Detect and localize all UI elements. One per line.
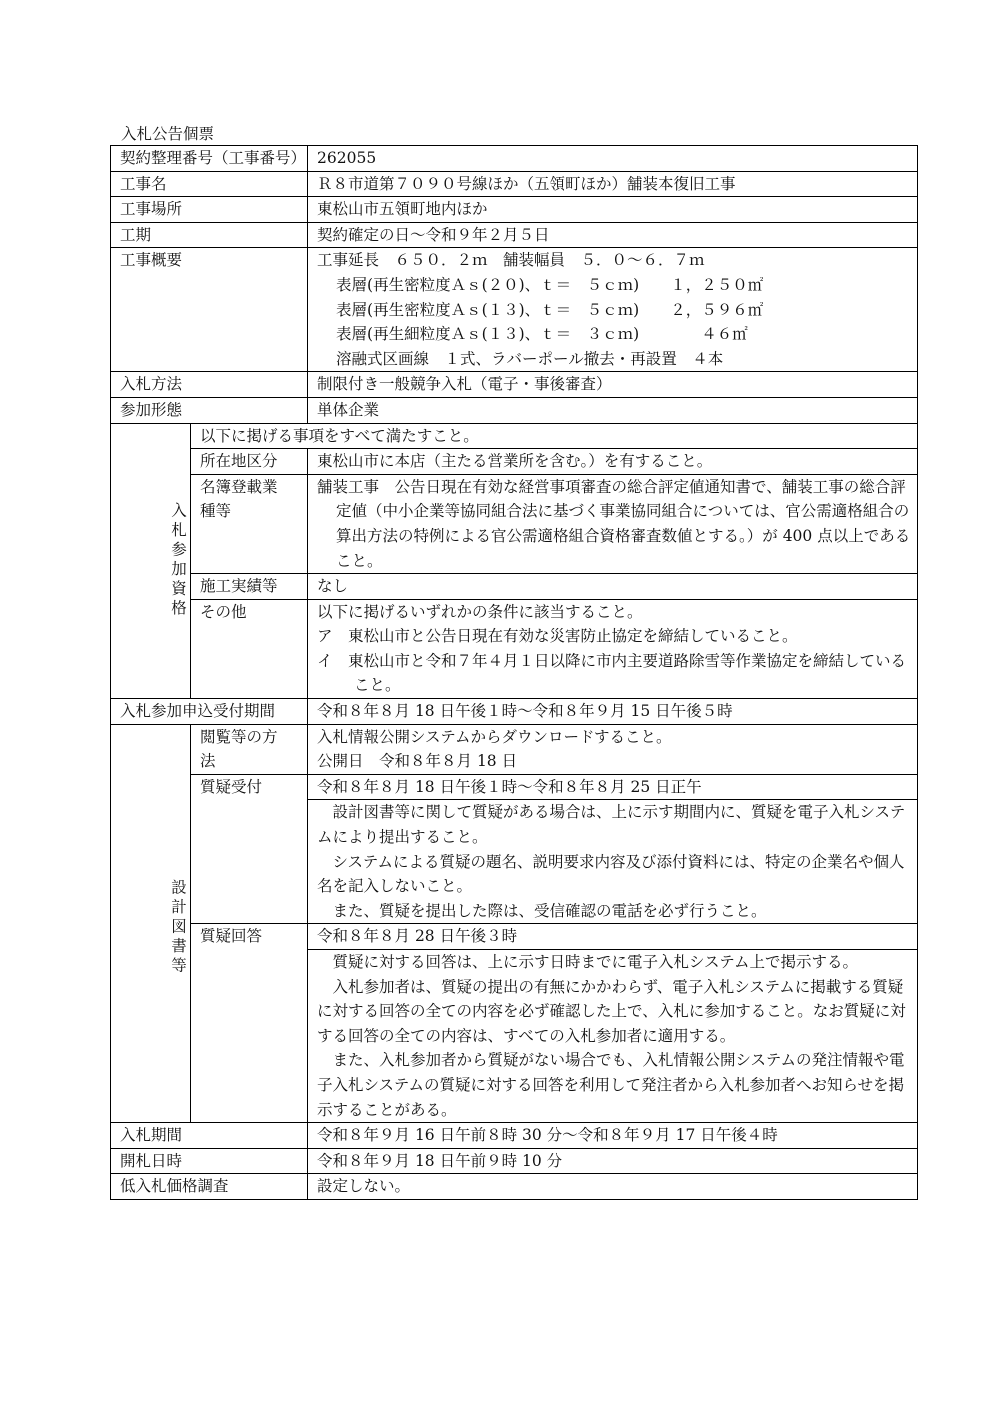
question-paragraph: 設計図書等に関して質疑がある場合は、上に示す期間内に、質疑を電子入札システムにより提出すること。 [317,803,906,847]
overview-line: 表層(再生密粒度Ａｓ(２０)、ｔ＝ ５ｃｍ) １，２５０㎡ [336,275,764,294]
other-item-i: イ 東松山市と令和７年４月１日以降に市内主要道路除雪等作業協定を締結していること。 [317,651,907,695]
other-label: その他 [191,599,308,698]
answer-label: 質疑回答 [191,924,308,1123]
overview-line: 溶融式区画線 １式、ラバーポール撤去・再設置 ４本 [336,349,724,368]
question-label: 質疑受付 [191,774,308,924]
row-other [111,599,918,698]
other-item-a: ア 東松山市と公告日現在有効な災害防止協定を締結していること。 [317,627,798,646]
bid-method-label: 入札方法 [111,372,308,398]
question-value: 令和８年８月 18 日午後１時～令和８年８月 25 日正午 [308,774,918,800]
row-participation-form [111,397,918,423]
viewing-label-line: 閲覧等の方 [200,727,278,746]
row-qualification-intro [111,423,918,449]
application-period-label: 入札参加申込受付期間 [111,699,308,725]
document-title: 入札公告個票 [121,125,215,143]
row-overview [111,248,918,372]
registry-label-line: 種等 [200,502,232,521]
overview-line: 工事延長 ６５０．２ｍ 舗装幅員 ５．０～６．７ｍ [317,251,705,270]
work-place-label: 工事場所 [111,197,308,223]
work-name-label: 工事名 [111,171,308,197]
registry-label-line: 名簿登載業 [200,477,278,496]
row-bid-method [111,372,918,398]
bid-period-value: 令和８年９月 16 日午前８時 30 分～令和８年９月 17 日午後４時 [308,1123,918,1149]
row-location [111,449,918,475]
opening-label: 開札日時 [111,1148,308,1174]
overview-label: 工事概要 [111,248,308,372]
answer-paragraph: また、入札参加者から質疑がない場合でも、入札情報公開システムの発注情報や電子入札システムの質疑に対する回答を利用して発注者から入札参加者へお知らせを掲示することがある。 [317,1051,905,1119]
other-intro: 以下に掲げるいずれかの条件に該当すること。 [317,602,643,621]
answer-value: 令和８年８月 28 日午後３時 [308,924,918,950]
viewing-label [191,724,308,774]
viewing-line: 公開日 令和８年８月 18 日 [317,752,518,771]
answer-paragraph: 質疑に対する回答は、上に示す日時までに電子入札システム上で掲示する。 [332,953,858,971]
registry-text: 舗装工事 公告日現在有効な経営事項審査の総合評定値通知書で、舗装工事の総合評定値（中小企業等協同組合法に基づく事業協同組合については、官公需適格組合の算出方法の特例による官公需適格組合資格審査数値とする。）が 400 点以上であること。 [317,477,911,570]
viewing-label-line: 法 [200,752,216,771]
bid-method-value: 制限付き一般競争入札（電子・事後審査） [308,372,918,398]
opening-value: 令和８年９月 18 日午前９時 10 分 [308,1148,918,1174]
answer-paragraph: 入札参加者は、質疑の提出の有無にかかわらず、電子入札システムに掲載する質疑に対する回答の全ての内容を必ず確認した上で、入札に参加すること。なお質疑に対する回答の全ての内容は、すべての入札参加者に適用する。 [317,977,906,1045]
row-record [111,574,918,600]
registry-label [191,474,308,573]
row-period [111,222,918,248]
bid-period-label: 入札期間 [111,1123,308,1149]
row-work-place [111,197,918,223]
row-question [111,774,918,800]
record-label: 施工実績等 [191,574,308,600]
answer-detail [308,950,918,1123]
overview-value [308,248,918,372]
location-label: 所在地区分 [191,449,308,475]
row-opening [111,1148,918,1174]
row-contract-no [111,146,918,172]
row-application-period [111,699,918,725]
notice-table [110,145,918,1200]
qualification-group-label: 入札参加資格 [111,423,191,699]
overview-line: 表層(再生細粒度Ａｓ(１３)、ｔ＝ ３ｃｍ) ４６㎡ [336,325,748,344]
low-bid-label: 低入札価格調査 [111,1174,308,1200]
period-value: 契約確定の日～令和９年２月５日 [308,222,918,248]
overview-line: 表層(再生密粒度Ａｓ(１３)、ｔ＝ ５ｃｍ) ２，５９６㎡ [336,300,764,319]
contract-no-label: 契約整理番号（工事番号） [111,146,308,172]
viewing-value [308,724,918,774]
participation-form-value: 単体企業 [308,397,918,423]
viewing-line: 入札情報公開システムからダウンロードすること。 [317,727,672,746]
other-value [308,599,918,698]
question-paragraph: また、質疑を提出した際は、受信確認の電話を必ず行うこと。 [332,901,767,920]
participation-form-label: 参加形態 [111,397,308,423]
row-answer [111,924,918,950]
row-bid-period [111,1123,918,1149]
location-value: 東松山市に本店（主たる営業所を含む。）を有すること。 [308,449,918,475]
qualification-intro: 以下に掲げる事項をすべて満たすこと。 [191,423,918,449]
row-work-name [111,171,918,197]
contract-no-value: 262055 [308,146,918,172]
record-value: なし [308,574,918,600]
row-low-bid [111,1174,918,1200]
registry-value [308,474,918,573]
work-name-value: Ｒ８市道第７０９０号線ほか（五領町ほか）舗装本復旧工事 [308,171,918,197]
work-place-value: 東松山市五領町地内ほか [308,197,918,223]
application-period-value: 令和８年８月 18 日午後１時～令和８年９月 15 日午後５時 [308,699,918,725]
period-label: 工期 [111,222,308,248]
question-paragraph: システムによる質疑の題名、説明要求内容及び添付資料には、特定の企業名や個人名を記入しないこと。 [317,852,905,896]
row-viewing [111,724,918,774]
question-detail [308,800,918,924]
design-docs-group-label: 設計図書等 [111,724,191,1123]
row-registry [111,474,918,573]
low-bid-value: 設定しない。 [308,1174,918,1200]
